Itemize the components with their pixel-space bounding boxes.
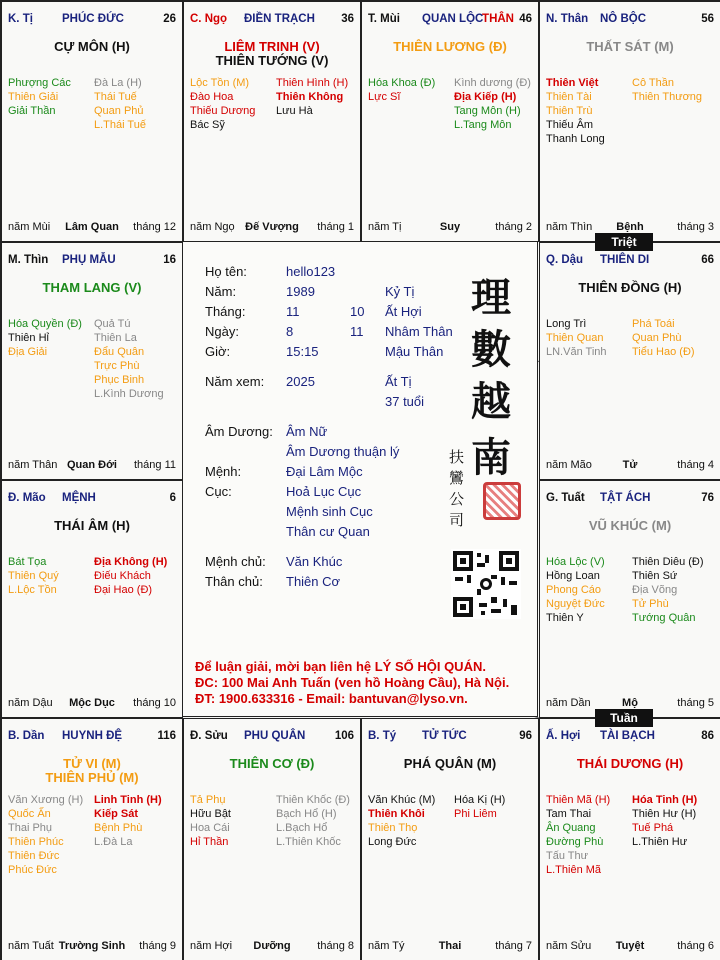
palace-branch: Đ. Mão [8,492,46,504]
minor-stars-left [8,793,83,877]
palace-year: năm Dần [546,697,591,709]
minor-star: Thiên Thọ [368,822,418,834]
minor-star: L.Lộc Tồn [8,584,57,596]
palace-stage: Tử [622,459,638,471]
contact-address: ĐC: 100 Mai Anh Tuấn (ven hồ Hoàng Cầu), Hà Nội. [195,675,510,690]
palace-year: năm Tị [368,221,402,233]
palace-stage: Tuyệt [615,940,645,952]
minor-star: L.Thiên Hư [632,836,688,848]
minor-star: L.Thiên Khốc [276,836,341,848]
minor-star: Bệnh Phù [94,822,143,834]
minor-stars-left [8,76,71,118]
palace-branch: B. Dần [8,730,45,742]
hour-can: Mậu Thân [385,344,444,359]
palace-suu[interactable] [183,718,361,960]
minor-star: Tử Phù [632,598,669,610]
minor-star: Tuế Phá [632,822,674,834]
minor-stars-left [368,76,435,104]
palace-stage: Quan Đới [67,459,117,471]
minor-star: Quan Phù [632,332,682,344]
month-value: 11 [286,304,300,319]
main-stars [184,757,360,771]
minor-star: Bạch Hổ (H) [276,808,337,820]
palace-branch: N. Thân [546,13,589,25]
palace-branch: K. Tị [8,13,33,25]
minor-star: Ân Quang [546,822,596,834]
minor-star: Đẩu Quân [94,346,145,358]
palace-house: PHU QUÂN [244,730,306,742]
palace-dau[interactable] [539,242,720,480]
minor-star: Tiểu Hao (Đ) [632,346,695,358]
month-value-2: 10 [350,304,365,319]
palace-hoi[interactable] [539,718,720,960]
main-star: THIÊN LƯƠNG (Đ) [393,39,507,54]
month-label: Tháng: [205,304,246,319]
palace-stage: Mộc Dục [69,697,115,709]
main-stars [2,757,182,785]
palace-year: năm Mùi [8,221,51,233]
minor-star: Thiên Không [276,91,344,103]
minor-star: L.Thiên Mã [546,864,602,876]
minor-star: Thiên Y [546,612,584,624]
minor-star: Điếu Khách [94,570,151,582]
minor-star: Tả Phụ [190,794,226,806]
minor-star: Văn Khúc (M) [368,794,436,806]
palace-age: 116 [157,730,176,742]
minor-star: Hóa Quyền (Đ) [8,318,82,330]
palace-year: năm Mão [546,459,592,471]
main-stars [2,281,182,295]
main-stars [540,757,720,771]
main-stars [2,519,182,533]
hour-label: Giờ: [205,344,231,359]
palace-age: 106 [334,730,354,742]
palace-branch: M. Thìn [8,254,49,266]
small-calligraphy-4: 司 [449,511,465,529]
palace-year: năm Thìn [546,221,593,233]
palace-mui[interactable] [361,1,539,242]
palace-month: tháng 10 [133,697,176,709]
menh-value: Đại Lâm Mộc [286,464,363,479]
minor-star: Bác Sỹ [190,119,225,131]
minor-star: Tấu Thư [546,850,589,862]
palace-stage: Bệnh [616,221,644,233]
main-star: THÁI ÂM (H) [54,518,130,533]
main-star: LIÊM TRINH (V) [224,39,320,54]
palace-mao[interactable] [1,480,183,718]
palace-stage: Suy [439,221,461,233]
palace-age: 56 [701,13,714,25]
palace-house: TÀI BẠCH [600,730,655,742]
contact-phone-email[interactable]: ĐT: 1900.633316 - Email: bantuvan@lyso.vn. [195,691,468,706]
main-star: THIÊN CƠ (Đ) [229,756,315,771]
minor-star: Kình dương (Đ) [454,77,531,89]
minor-star: Giải Thần [8,105,56,117]
minor-star: Đại Hao (Đ) [94,584,153,596]
minor-star: L.Bạch Hổ [276,822,328,834]
palace-month: tháng 11 [133,459,176,471]
cuc-value-3: Thân cư Quan [286,524,370,539]
main-star: THIÊN PHỦ (M) [45,770,139,785]
minor-star: Long Trì [546,318,587,330]
minor-star: Thanh Long [546,133,605,145]
tuan-tag: Tuần [595,709,653,727]
minor-star: Thiên Sứ [632,570,678,582]
minor-star: Long Đức [368,836,417,848]
palace-house: NÔ BỘC [600,13,646,25]
minor-star: Thiên Hư (H) [632,808,697,820]
palace-stage: Lâm Quan [65,221,119,233]
minor-stars-left [546,793,610,877]
palace-house: TỬ TỨC [422,730,467,742]
minor-star: Thiếu Dương [190,105,256,117]
minor-star: Thiên Giải [8,91,59,103]
main-star: VŨ KHÚC (M) [588,518,672,533]
view-age: 37 tuổi [385,394,425,409]
day-value: 8 [286,324,294,339]
minor-star: Thiên Hình (H) [276,77,349,89]
main-star: THIÊN ĐỒNG (H) [578,280,682,295]
minor-star: Hóa Tinh (H) [632,794,698,806]
minor-star: Thiên Hỉ [8,332,49,344]
minor-star: Tam Thai [546,808,592,820]
calligraphy-char-1: 理 [471,274,511,321]
palace-age: 36 [341,13,354,25]
minor-star: Thiên Quan [546,332,604,344]
palace-age: 6 [169,492,176,504]
minor-star: Thai Phụ [8,822,53,834]
palace-month: tháng 12 [133,221,176,233]
minor-star: Phi Liêm [454,808,497,820]
minor-stars-left [546,317,607,359]
minor-star: Hồng Loan [546,570,600,582]
minor-star: Lộc Tồn (M) [190,77,250,89]
palace-year: năm Sửu [546,940,592,952]
minor-star: Thiên Tài [546,91,592,103]
palace-age: 66 [701,254,714,266]
name-value: hello123 [286,264,336,279]
cuc-label: Cục: [205,484,232,499]
palace-month: tháng 6 [677,940,714,952]
day-can: Nhâm Thân [385,324,453,339]
contact-line-1: Để luận giải, mời bạn liên hệ LÝ SỐ HỘI QUÁN. [195,659,486,674]
hour-value: 15:15 [286,344,319,359]
palace-stage: Mộ [622,697,638,709]
minor-star: Địa Kiếp (H) [454,91,517,103]
main-star: THIÊN TƯỚNG (V) [215,53,329,68]
palace-dan[interactable] [1,718,183,960]
main-star: CỰ MÔN (H) [54,39,130,54]
main-star: THẤT SÁT (M) [586,39,674,54]
minor-stars-right [94,793,162,849]
palace-month: tháng 9 [139,940,176,952]
qr-code-icon[interactable] [451,549,521,619]
minor-stars-left [368,793,435,849]
palace-branch: C. Ngọ [190,13,228,25]
year-value: 1989 [286,284,315,299]
minor-star: Thiếu Âm [546,119,594,131]
minor-star: Hỉ Thần [190,836,229,848]
main-star: THAM LANG (V) [42,280,142,295]
minor-stars-left [8,555,59,597]
palace-month: tháng 1 [317,221,354,233]
minor-star: Thiên Diêu (Đ) [632,556,704,568]
minor-star: Phá Toái [632,318,675,330]
palace-month: tháng 8 [317,940,354,952]
palace-house: TẬT ÁCH [600,492,651,504]
minor-star: Đà La (H) [94,77,142,89]
palace-ngo[interactable] [183,1,361,242]
main-star: PHÁ QUÂN (M) [403,756,497,771]
thanchu-value: Thiên Cơ [286,574,341,589]
minor-stars-right [632,76,702,104]
minor-stars-right [632,555,704,625]
minor-star: L.Kình Dương [94,388,164,400]
minor-star: Văn Xương (H) [8,794,84,806]
palace-house: PHỤ MẪU [62,254,116,266]
palace-month: tháng 5 [677,697,714,709]
minor-star: Thiên Trù [546,105,593,117]
small-calligraphy-1: 扶 [449,448,465,466]
minor-star: Lưu Hà [276,105,313,117]
palace-age: 76 [701,492,714,504]
minor-star: Hóa Lộc (V) [546,556,605,568]
palace-thin[interactable] [1,242,183,480]
minor-star: L.Đà La [94,836,133,848]
thanchu-label: Thân chủ: [205,574,263,589]
small-calligraphy-3: 公 [449,490,465,508]
palace-stage: Đế Vượng [245,221,299,233]
minor-star: Thiên Thương [632,91,703,103]
center-info-panel [182,241,538,717]
minor-star: Quốc Ấn [8,808,51,820]
minor-stars-left [546,555,605,625]
month-can: Ất Hợi [385,304,422,319]
cuc-value: Hoả Lục Cục [286,484,362,499]
minor-star: Tướng Quân [632,612,696,624]
minor-star: Thiên Khốc (Đ) [276,794,350,806]
view-year-label: Năm xem: [205,374,265,389]
palace-age: 86 [701,730,714,742]
minor-star: Tang Môn (H) [454,105,521,117]
palace-age: 16 [163,254,176,266]
red-seal-stamp [483,482,521,520]
palace-age: 46 [519,13,532,25]
minor-star: Hữu Bật [190,808,231,820]
main-star: TỬ VI (M) [63,756,121,771]
amduong-label: Âm Dương: [205,424,273,439]
main-stars [2,40,182,54]
minor-stars-left [190,793,231,849]
minor-stars-right [276,76,348,118]
name-label: Họ tên: [205,264,247,279]
palace-house: MỆNH [62,492,96,504]
palace-stage: Trường Sinh [58,940,126,952]
day-label: Ngày: [205,324,239,339]
palace-tuat[interactable] [539,480,720,718]
main-stars [540,519,720,533]
minor-star: Cô Thần [632,77,674,89]
view-year-value: 2025 [286,374,315,389]
palace-age: 96 [519,730,532,742]
palace-year: năm Dậu [8,697,53,709]
palace-stage: Dưỡng [253,940,291,952]
palace-branch: T. Mùi [368,13,400,25]
minor-star: LN.Văn Tinh [546,346,607,358]
palace-house: ĐIỀN TRẠCH [244,13,315,25]
menhchu-value: Văn Khúc [286,554,343,569]
calligraphy-char-3: 越 [471,378,511,425]
minor-stars-right [94,555,167,597]
minor-star: Địa Không (H) [94,556,168,568]
main-stars [184,40,360,68]
triet-tag: Triệt [595,233,653,251]
calligraphy-char-4: 南 [471,434,511,481]
minor-star: Thiên Việt [546,77,599,89]
than-marker: THÂN [482,13,514,25]
palace-branch: Ấ. Hợi [546,730,581,742]
minor-stars-right [94,317,164,401]
minor-star: Bát Tọa [8,556,47,568]
palace-ti[interactable] [1,1,183,242]
palace-year: năm Tý [368,940,405,952]
minor-stars-right [276,793,350,849]
minor-star: Trực Phù [94,360,140,372]
year-can: Kỷ Tị [385,284,415,299]
minor-star: Thiên Quý [8,570,59,582]
palace-year: năm Hợi [190,940,233,952]
menhchu-label: Mệnh chủ: [205,554,266,569]
minor-star: Thiên Đức [8,850,60,862]
minor-star: Đường Phù [546,836,604,848]
minor-star: Hóa Kị (H) [454,794,506,806]
minor-star: L.Thái Tuế [94,119,146,131]
minor-star: Quan Phủ [94,105,144,117]
minor-star: Phượng Các [8,77,71,89]
palace-house: THIÊN DI [600,254,650,266]
minor-star: Nguyệt Đức [546,598,605,610]
minor-star: Thiên La [94,332,137,344]
minor-star: Thiên Phúc [8,836,64,848]
small-calligraphy-2: 鸞 [449,469,465,487]
palace-house: QUAN LỘC [422,13,484,25]
amduong-value: Âm Nữ [286,424,328,439]
palace-house: PHÚC ĐỨC [62,13,124,25]
palace-branch: Đ. Sửu [190,730,228,742]
main-stars [540,281,720,295]
minor-star: Lực Sĩ [368,91,401,103]
minor-star: L.Tang Môn [454,119,512,131]
minor-star: Thiên Mã (H) [546,794,611,806]
minor-star: Thiên Khôi [368,808,425,820]
minor-star: Hoa Cái [190,822,230,834]
main-stars [362,40,538,54]
palace-year: năm Thân [8,459,58,471]
minor-stars-right [632,317,695,359]
minor-stars-right [94,76,146,132]
palace-month: tháng 3 [677,221,714,233]
palace-branch: G. Tuất [546,492,585,504]
minor-star: Thái Tuế [94,91,137,103]
day-value-2: 11 [350,324,364,339]
minor-star: Quả Tú [94,318,131,330]
minor-stars-left [8,317,82,359]
main-star: THÁI DƯƠNG (H) [576,756,684,771]
palace-year: năm Tuất [8,940,54,952]
palace-month: tháng 2 [495,221,532,233]
calligraphy-char-2: 數 [471,326,511,373]
minor-stars-right [454,76,531,132]
main-stars [540,40,720,54]
year-label: Năm: [205,284,237,299]
palace-ty[interactable] [361,718,539,960]
minor-stars-right [632,793,697,849]
cuc-value-2: Mệnh sinh Cục [286,504,373,519]
minor-star: Hóa Khoa (Đ) [368,77,436,89]
minor-stars-left [190,76,255,132]
minor-star: Phong Cáo [546,584,602,596]
palace-than[interactable] [539,1,720,242]
palace-age: 26 [163,13,176,25]
minor-stars-left [546,76,605,146]
minor-star: Địa Võng [632,584,678,596]
view-year-can: Ất Tị [385,374,412,389]
palace-year: năm Ngọ [190,221,235,233]
minor-star: Kiếp Sát [94,808,139,820]
palace-month: tháng 7 [495,940,532,952]
menh-label: Mệnh: [205,464,242,479]
minor-star: Phục Binh [94,374,145,386]
minor-star: Đào Hoa [190,91,234,103]
amduong-value-2: Âm Dương thuận lý [286,444,400,459]
palace-branch: Q. Dậu [546,254,584,266]
minor-stars-right [454,793,505,821]
palace-stage: Thai [438,940,462,952]
minor-star: Địa Giải [8,346,48,358]
palace-branch: B. Tý [368,730,397,742]
palace-house: HUYNH ĐỆ [62,730,123,742]
minor-star: Phúc Đức [8,864,57,876]
main-stars [362,757,538,771]
palace-month: tháng 4 [677,459,714,471]
minor-star: Linh Tinh (H) [94,794,162,806]
